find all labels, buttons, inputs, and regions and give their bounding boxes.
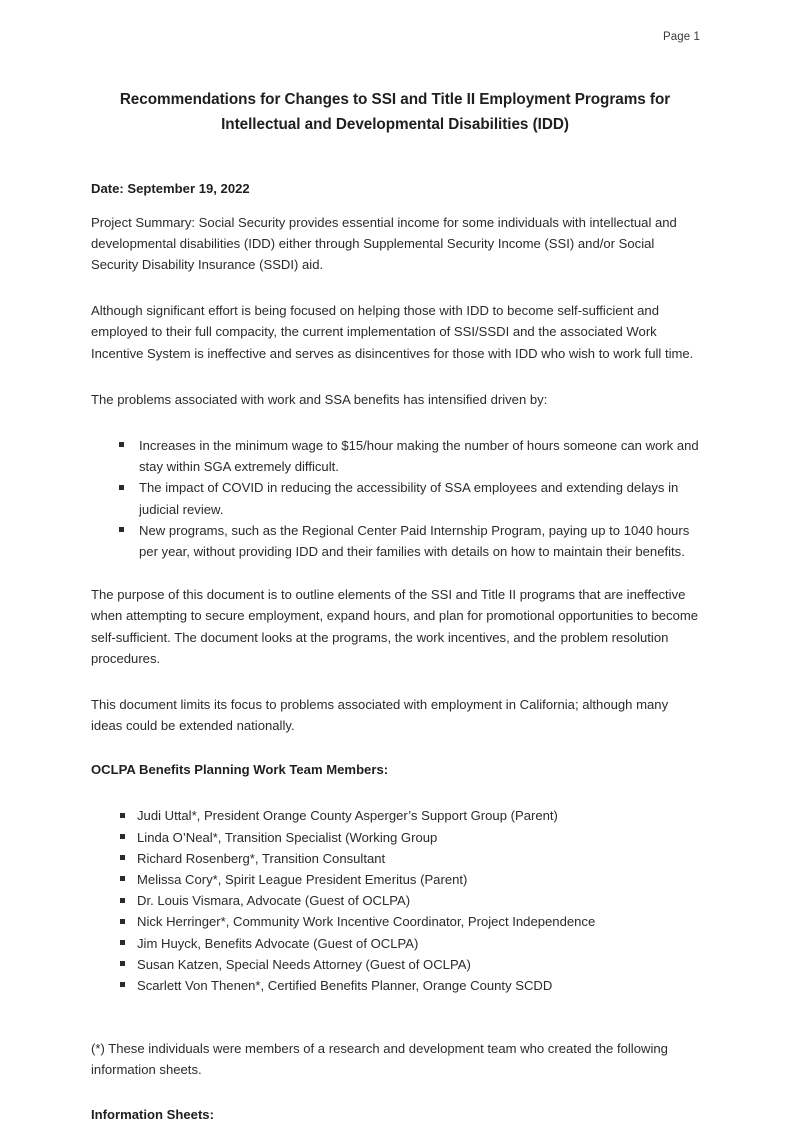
list-item-text: Susan Katzen, Special Needs Attorney (Guest of OCLPA) — [137, 956, 471, 972]
members-list — [91, 805, 699, 996]
square-bullet-icon — [120, 919, 125, 924]
list-item-text: Jim Huyck, Benefits Advocate (Guest of OCLPA) — [137, 935, 419, 951]
list-item — [91, 805, 699, 826]
members-heading: OCLPA Benefits Planning Work Team Members: — [91, 762, 389, 778]
paragraph-spacer — [91, 749, 699, 761]
square-bullet-icon — [119, 485, 124, 490]
purpose-paragraph: The purpose of this document is to outline elements of the SSI and Title II programs that are ineffective when attempting to secure employment, expand hours, and plan for promotional opportunities to become self-sufficient. The document looks at the programs, the work incentives, and the problem resolution procedures. — [91, 587, 699, 666]
list-item-text: Scarlett Von Thenen*, Certified Benefits Planner, Orange County SCDD — [137, 977, 553, 993]
square-bullet-icon — [120, 898, 125, 903]
problems-intro-paragraph: The problems associated with work and SSA benefits has intensified driven by: — [91, 391, 548, 407]
list-item — [91, 848, 699, 869]
paragraph-spacer — [91, 288, 699, 300]
list-item-text: The impact of COVID in reducing the accessibility of SSA employees and extending delays in judicial review. — [139, 480, 679, 517]
square-bullet-icon — [120, 813, 125, 818]
date-line: Date: September 19, 2022 — [91, 180, 250, 196]
square-bullet-icon — [120, 855, 125, 860]
document-content — [91, 88, 699, 1138]
list-item-text: Dr. Louis Vismara, Advocate (Guest of OCLPA) — [137, 893, 411, 909]
square-bullet-icon — [120, 961, 125, 966]
list-item-text: Linda O’Neal*, Transition Specialist (Working Group — [137, 829, 438, 845]
effort-paragraph: Although significant effort is being focused on helping those with IDD to become self-sufficient and employed to their full compacity, the current implementation of SSI/SSDI and the associated Work Incentive System is ineffective and serves as disincentives for those with IDD who wish to work full time. — [91, 303, 694, 361]
list-item-text: Judi Uttal*, President Orange County Asperger’s Support Group (Parent) — [137, 808, 558, 824]
list-item — [91, 827, 699, 848]
problems-list — [91, 435, 699, 562]
list-item — [91, 975, 699, 996]
page-number-header: Page 1 — [662, 31, 700, 43]
list-item — [91, 954, 699, 975]
list-spacer — [91, 423, 699, 435]
square-bullet-icon — [120, 834, 125, 839]
page-title — [91, 88, 699, 138]
project-summary-paragraph: Project Summary: Social Security provides essential income for some individuals with intellectual and developmental disabilities (IDD) either through Supplemental Security Income (SSI) and/or Social Security Disability Insurance (SSDI) aid. — [91, 214, 677, 272]
square-bullet-icon — [119, 527, 124, 532]
footnote-paragraph: (*) These individuals were members of a research and development team who created the following information sheets. — [91, 1041, 668, 1078]
list-item — [91, 869, 699, 890]
list-item-text: New programs, such as the Regional Center Paid Internship Program, paying up to 1040 hours per year, without providing IDD and their families with details on how to maintain their benefits. — [139, 522, 690, 559]
scope-paragraph: This document limits its focus to problems associated with employment in California; although many ideas could be extended nationally. — [91, 696, 669, 734]
paragraph-spacer — [91, 682, 699, 694]
title-spacer — [91, 138, 699, 180]
page-title-line-1: Recommendations for Changes to SSI and Title II Employment Programs for — [119, 91, 671, 108]
list-spacer — [91, 793, 699, 805]
list-item-text: Nick Herringer*, Community Work Incentive Coordinator, Project Independence — [137, 914, 596, 930]
list-item-text: Increases in the minimum wage to $15/hour making the number of hours someone can work and stay within SGA extremely difficult. — [139, 437, 699, 475]
list-item — [91, 890, 699, 911]
square-bullet-icon — [120, 940, 125, 945]
square-bullet-icon — [120, 876, 125, 881]
list-item-text: Melissa Cory*, Spirit League President Emeritus (Parent) — [137, 871, 468, 887]
paragraph-spacer — [91, 377, 699, 389]
list-item-text: Richard Rosenberg*, Transition Consultant — [137, 850, 386, 866]
list-item — [91, 477, 699, 519]
square-bullet-icon — [119, 442, 124, 447]
paragraph-spacer — [91, 1094, 699, 1106]
list-item — [91, 911, 699, 932]
page-title-line-2: Intellectual and Developmental Disabilities (IDD) — [221, 115, 569, 133]
list-item — [91, 933, 699, 954]
list-item — [91, 520, 699, 562]
square-bullet-icon — [120, 982, 125, 987]
information-sheets-heading: Information Sheets: — [91, 1106, 214, 1122]
footnote-spacer — [91, 1018, 699, 1038]
list-item — [91, 435, 699, 477]
